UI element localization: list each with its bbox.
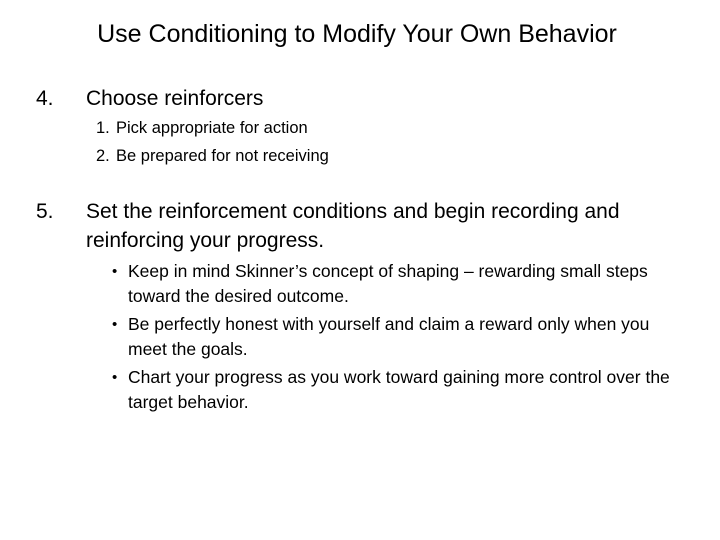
bullet-item: [112, 365, 688, 415]
conditions-bullet-list: [112, 259, 688, 418]
item-text: Set the reinforcement conditions and begin recording and reinforcing your progress.: [86, 200, 620, 252]
sub-list-item: [96, 142, 329, 170]
sub-item-text: Be prepared for not receiving: [116, 147, 329, 165]
sub-list-item: [96, 114, 329, 142]
sub-item-marker: 1.: [96, 119, 110, 137]
item-number: 5.: [36, 200, 54, 223]
bullet-icon: •: [112, 316, 118, 333]
reinforcer-sublist: [96, 114, 329, 170]
item-text: Choose reinforcers: [86, 87, 264, 110]
sub-item-marker: 2.: [96, 147, 110, 165]
sub-item-text: Pick appropriate for action: [116, 119, 308, 137]
bullet-icon: •: [112, 263, 118, 280]
bullet-item: [112, 259, 688, 309]
bullet-icon: •: [112, 369, 118, 386]
bullet-text: Be perfectly honest with yourself and claim a reward only when you meet the goals.: [128, 314, 650, 359]
item-number: 4.: [36, 87, 54, 110]
bullet-text: Keep in mind Skinner’s concept of shaping – rewarding small steps toward the desired outcome.: [128, 261, 648, 306]
slide-title: Use Conditioning to Modify Your Own Behavior: [97, 20, 617, 48]
bullet-item: [112, 312, 688, 362]
bullet-text: Chart your progress as you work toward gaining more control over the target behavior.: [128, 367, 670, 412]
